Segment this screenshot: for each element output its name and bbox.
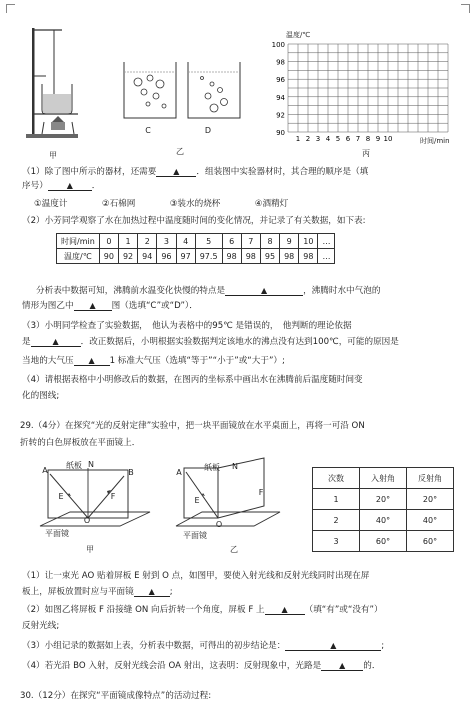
table-cell: 97.5: [195, 249, 222, 264]
label-f-jia: F: [110, 492, 116, 501]
paper-label-yi: 纸板: [204, 463, 220, 472]
q29-s1-line1: （1）让一束光 AO 贴着屏板 E 射到 O 点，如图甲，要使入射光线和反射光线同时出现在屏: [22, 571, 370, 581]
table-cell: 98: [222, 249, 241, 264]
x-tick-label: 6: [345, 135, 351, 143]
label-o-yi: O: [215, 520, 223, 529]
table-cell: 94: [138, 249, 157, 264]
table-cell: 60°: [407, 531, 454, 552]
label-n-jia: N: [88, 460, 94, 469]
fig-yi-caption: 乙: [230, 545, 238, 554]
answer-blank-8[interactable]: ▲: [265, 605, 305, 615]
label-o-jia: O: [83, 516, 91, 525]
y-tick-label: 96: [276, 76, 285, 85]
table-row: [313, 489, 454, 510]
answer-blank-6[interactable]: ▲: [74, 356, 110, 366]
fig-yi-label: 乙: [176, 147, 184, 156]
table-row: [57, 249, 335, 264]
analysis-line2: 情形为图乙中 ▲ 图（选填“C”或“D”）．: [22, 301, 198, 311]
q3-line3: 当地的大气压 ▲ 1 标准大气压（选填“等于”“小于”或“大于”）;: [22, 356, 285, 366]
answer-blank-5[interactable]: ▲: [31, 337, 81, 347]
table-header-cell: …: [318, 234, 335, 249]
table-header-cell: 0: [99, 234, 118, 249]
angle-data-table: [312, 467, 454, 552]
fig-jia-label: 甲: [49, 151, 57, 160]
q3-line1: （3）小明同学检查了实验数据， 他认为表格中的95℃ 是错误的， 他判断的理论依据: [22, 321, 352, 331]
answer-blank-7[interactable]: ▲: [134, 587, 170, 597]
table-header-cell: 9: [280, 234, 299, 249]
q29-s4-line: （4）若光沿 BO 入射，反射光线会沿 OA 射出，这表明：反射现象中，光路是 ▲ 的．: [22, 661, 381, 671]
label-e-yi: E: [194, 496, 200, 505]
x-tick-label: 9: [375, 135, 381, 143]
graph-y-axis-label: 温度/℃: [286, 31, 311, 39]
x-tick-label: 8: [365, 135, 371, 143]
answer-blank-9[interactable]: ▲: [285, 641, 381, 651]
table-cell: 98: [241, 249, 260, 264]
table-row: [313, 531, 454, 552]
table-header-cell: 入射角: [360, 468, 407, 489]
table-cell: …: [318, 249, 335, 264]
table-header-cell: 7: [241, 234, 260, 249]
corner-mark-right: [461, 4, 470, 13]
x-tick-label: 3: [315, 135, 321, 143]
fig-bing-label: 丙: [362, 149, 370, 158]
x-tick-label: 5: [335, 135, 341, 143]
table-cell: 20°: [360, 489, 407, 510]
label-b-jia: B: [128, 468, 134, 477]
table-header-cell: 10: [299, 234, 318, 249]
boiling-apparatus-figure: [24, 26, 80, 148]
q29-title-line2: 折转的白色屏板放在平面镜上．: [20, 438, 141, 448]
table-header-row: [313, 468, 454, 489]
y-tick-label: 98: [276, 58, 285, 67]
analysis-line1: 分析表中数据可知，沸腾前水温变化快慢的特点是 ▲ ，沸腾时水中气泡的: [36, 286, 381, 296]
q1-line1: （1）除了图中所示的器材，还需要 ▲ ．组装图中实验器材时，其合理的顺序是（填: [22, 167, 369, 177]
table-header-row: [57, 234, 335, 249]
table-cell: 40°: [360, 510, 407, 531]
q1-line2: 序号） ▲ ．: [22, 181, 101, 191]
q2-line: （2）小芳同学观察了水在加热过程中温度随时间的变化情况，并记录了有关数据，如下表:: [22, 216, 366, 226]
q29-title-line1: 29.（4分）在探究“光的反射定律”实验中，把一块平面镜放在水平桌面上，再将一可沿 ON: [20, 421, 365, 431]
q1-options: ①温度计 ②石棉网 ③装水的烧杯 ④酒精灯: [34, 199, 289, 209]
x-tick-label: 4: [325, 135, 331, 143]
q29-s2-line1: （2）如图乙将屏板 F 沿接缝 ON 向后折转一个角度，屏板 F 上 ▲ （填“有”或“没有”）: [22, 605, 383, 615]
q29-s3-line: （3）小组记录的数据如上表，分析表中数据，可得出的初步结论是： ▲ ;: [22, 641, 385, 651]
table-header-cell: 6: [222, 234, 241, 249]
table-header-cell: 1: [118, 234, 137, 249]
temperature-grid-figure: [270, 40, 466, 144]
answer-blank-10[interactable]: ▲: [321, 661, 363, 671]
x-tick-label: 10: [383, 135, 393, 143]
q3-line2: 是 ▲ ．改正数据后，小明根据实验数据判定该地水的沸点没有达到100℃，可能的原因是: [22, 337, 399, 347]
table-header-cell: 4: [176, 234, 195, 249]
table-cell: 3: [313, 531, 360, 552]
mirror-label-jia: 平面镜: [45, 529, 69, 538]
table-header-cell: 5: [195, 234, 222, 249]
table-cell: 1: [313, 489, 360, 510]
table-cell: 95: [260, 249, 279, 264]
q29-s2-line2: 反射光线;: [22, 621, 60, 631]
answer-blank-2[interactable]: ▲: [48, 181, 92, 191]
table-cell: 98: [280, 249, 299, 264]
table-cell: 40°: [407, 510, 454, 531]
table-cell: 97: [176, 249, 195, 264]
table-header-cell: 时间/min: [57, 234, 100, 249]
table-header-cell: 3: [157, 234, 176, 249]
fig-jia-caption: 甲: [86, 545, 94, 554]
temperature-data-table: [56, 233, 335, 264]
mirror-label-yi: 平面镜: [183, 531, 207, 540]
table-cell: 60°: [360, 531, 407, 552]
label-f-yi: F: [258, 488, 264, 497]
y-tick-label: 94: [276, 93, 285, 102]
beaker-c-label: C: [145, 126, 151, 135]
x-tick-label: 2: [305, 135, 311, 143]
q4-line1: （4）请根据表格中小明修改后的数据，在图丙的坐标系中画出水在沸腾前后温度随时间变: [22, 375, 363, 385]
beakers-figure: [120, 60, 246, 122]
x-tick-label: 7: [355, 135, 361, 143]
table-header-cell: 反射角: [407, 468, 454, 489]
table-header-cell: 次数: [313, 468, 360, 489]
label-a-yi: A: [176, 468, 182, 477]
graph-x-axis-label: 时间/min: [420, 137, 450, 145]
table-cell: 温度/℃: [57, 249, 100, 264]
label-n-yi: N: [232, 462, 238, 471]
q30-title: 30.（12分）在探究“平面镜成像特点”的活动过程:: [20, 691, 212, 701]
corner-mark-left: [6, 4, 15, 13]
table-cell: 98: [299, 249, 318, 264]
paper-label-jia: 纸板: [66, 461, 82, 470]
q29-s1-line2: 板上，屏板放置时应与平面镜 ▲ ;: [22, 587, 173, 597]
y-tick-label: 92: [276, 111, 285, 120]
table-cell: 90: [99, 249, 118, 264]
table-header-cell: 2: [138, 234, 157, 249]
q4-line2: 化的图线;: [22, 391, 60, 401]
x-tick-label: 1: [295, 135, 301, 143]
table-row: [313, 510, 454, 531]
label-e-jia: E: [58, 492, 64, 501]
y-tick-label: 100: [271, 41, 285, 49]
answer-blank-1[interactable]: ▲: [156, 167, 196, 177]
answer-blank-4[interactable]: ▲: [74, 301, 112, 311]
beaker-d-label: D: [204, 126, 212, 135]
table-cell: 96: [157, 249, 176, 264]
answer-blank-3[interactable]: ▲: [225, 286, 303, 296]
label-a-jia: A: [42, 466, 48, 475]
table-cell: 20°: [407, 489, 454, 510]
table-cell: 92: [118, 249, 137, 264]
y-tick-label: 90: [276, 129, 285, 137]
table-header-cell: 8: [260, 234, 279, 249]
table-cell: 2: [313, 510, 360, 531]
